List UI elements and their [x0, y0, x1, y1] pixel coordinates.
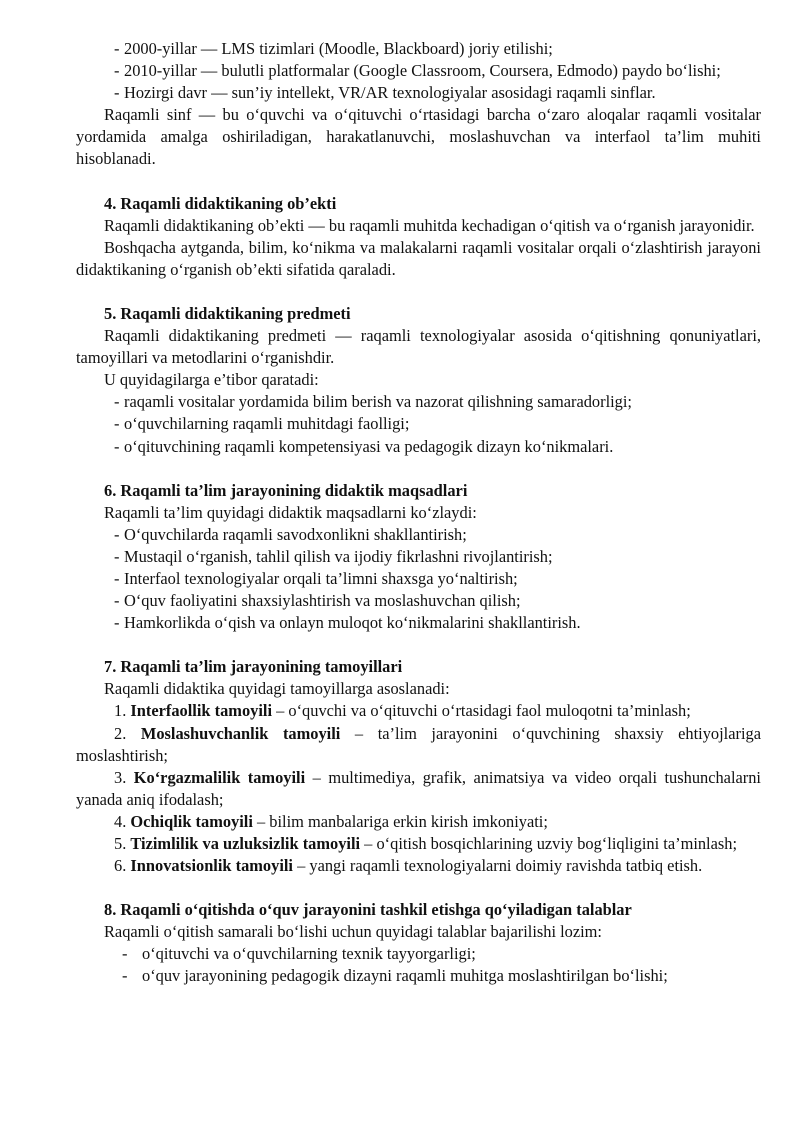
paragraph: Raqamli ta’lim quyidagi didaktik maqsadlarni ko‘zlaydi: — [104, 502, 477, 522]
list-item: - o‘quvchilarning raqamli muhitdagi faolligi; — [114, 414, 410, 434]
paragraph: Boshqacha aytganda, bilim, ko‘nikma va malakalarni raqamli vositalar orqali o‘zlashtirish jarayoni didaktikaning o‘rganish ob’ekti sifatida qaraladi. — [76, 237, 761, 279]
paragraph: U quyidagilarga e’tibor qaratadi: — [104, 370, 319, 390]
section-heading: 4. Raqamli didaktikaning ob’ekti — [104, 193, 337, 213]
list-item: - o‘quv jarayonining pedagogik dizayni raqamli muhitga moslashtirilgan bo‘lishi; — [122, 966, 668, 986]
document-page — [76, 38, 761, 988]
numbered-item: 5. Tizimlilik va uzluksizlik tamoyili – o‘qitish bosqichlarining uzviy bog‘liqligini ta’minlash; — [114, 834, 738, 853]
list-item: - o‘qituvchining raqamli kompetensiyasi va pedagogik dizayn ko‘nikmalari. — [114, 436, 614, 456]
section-heading: 6. Raqamli ta’lim jarayonining didaktik maqsadlari — [104, 480, 468, 500]
numbered-item: 2. Moslashuvchanlik tamoyili – ta’lim jarayonini o‘quvchining shaxsiy ehtiyojlariga moslashtirish; — [76, 723, 761, 765]
list-item: - Interfaol texnologiyalar orqali ta’limni shaxsga yo‘naltirish; — [114, 568, 518, 588]
list-item: - O‘quvchilarda raqamli savodxonlikni shakllantirish; — [114, 524, 467, 544]
numbered-item: 6. Innovatsionlik tamoyili – yangi raqamli texnologiyalarni doimiy ravishda tatbiq etish. — [114, 856, 703, 876]
list-item: - raqamli vositalar yordamida bilim berish va nazorat qilishning samaradorligi; — [114, 392, 632, 412]
section-heading: 8. Raqamli o‘qitishda o‘quv jarayonini tashkil etishga qo‘yiladigan talablar — [104, 900, 632, 920]
numbered-item: 4. Ochiqlik tamoyili – bilim manbalariga erkin kirish imkoniyati; — [114, 811, 548, 831]
list-item: - Hamkorlikda o‘qish va onlayn muloqot ko‘nikmalarini shakllantirish. — [114, 613, 581, 633]
numbered-item: 1. Interfaollik tamoyili – o‘quvchi va o‘qituvchi o‘rtasidagi faol muloqotni ta’minlash; — [114, 701, 691, 721]
paragraph: Raqamli o‘qitish samarali bo‘lishi uchun quyidagi talablar bajarilishi lozim: — [104, 922, 602, 942]
paragraph: Raqamli didaktika quyidagi tamoyillarga asoslanadi: — [104, 679, 450, 699]
list-item: - O‘quv faoliyatini shaxsiylashtirish va moslashuvchan qilish; — [114, 591, 521, 611]
section-heading: 5. Raqamli didaktikaning predmeti — [104, 303, 351, 323]
numbered-item: 3. Ko‘rgazmalilik tamoyili – multimediya, grafik, animatsiya va video orqali tushunchalarni yanada aniq ifodalash; — [76, 767, 761, 809]
paragraph: Raqamli sinf — bu o‘quvchi va o‘qituvchi o‘rtasidagi barcha o‘zaro aloqalar raqamli vositalar yordamida amalga oshiriladigan, harakatlanuvchi, moslashuvchan va interfaol ta’lim muhiti hisoblanadi. — [76, 105, 761, 169]
list-item: - Mustaqil o‘rganish, tahlil qilish va ijodiy fikrlashni rivojlantirish; — [114, 546, 553, 566]
list-item: - o‘qituvchi va o‘quvchilarning texnik tayyorgarligi; — [122, 944, 476, 964]
paragraph: Raqamli didaktikaning ob’ekti — bu raqamli muhitda kechadigan o‘qitish va o‘rganish jarayonidir. — [104, 215, 755, 235]
section-heading: 7. Raqamli ta’lim jarayonining tamoyillari — [104, 657, 403, 677]
list-item: - 2000-yillar — LMS tizimlari (Moodle, Blackboard) joriy etilishi; — [114, 39, 553, 58]
list-item: - Hozirgi davr — sun’iy intellekt, VR/AR texnologiyalar asosidagi raqamli sinflar. — [114, 83, 656, 103]
list-item: - 2010-yillar — bulutli platformalar (Google Classroom, Coursera, Edmodo) paydo bo‘lishi; — [114, 61, 721, 81]
paragraph: Raqamli didaktikaning predmeti — raqamli texnologiyalar asosida o‘qitishning qonuniyatlari, tamoyillari va metodlarini o‘rganishdir. — [76, 326, 761, 368]
